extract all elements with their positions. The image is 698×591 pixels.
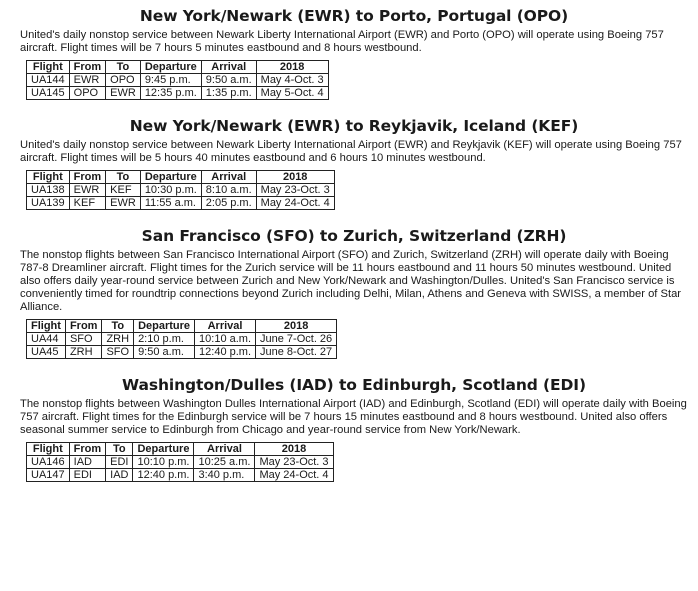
table-row [27,87,329,100]
cell-dates: May 23-Oct. 3 [256,184,334,197]
header-arrival: Arrival [201,171,256,184]
route-title: New York/Newark (EWR) to Porto, Portugal (OPO) [139,7,569,25]
cell-arrival: 3:40 p.m. [194,469,255,482]
cell-dates: May 24-Oct. 4 [255,469,333,482]
cell-to: EWR [106,87,141,100]
cell-to: EWR [106,197,141,210]
cell-departure: 12:40 p.m. [133,469,194,482]
cell-departure: 9:50 a.m. [134,346,195,359]
cell-arrival: 1:35 p.m. [201,87,256,100]
header-year: 2018 [255,443,333,456]
cell-departure: 9:45 p.m. [140,74,201,87]
route-title: San Francisco (SFO) to Zurich, Switzerland (ZRH) [141,227,567,245]
header-departure: Departure [134,320,195,333]
cell-departure: 2:10 p.m. [134,333,195,346]
cell-to: ZRH [102,333,134,346]
cell-arrival: 8:10 a.m. [201,184,256,197]
header-arrival: Arrival [195,320,256,333]
route-section-iad-edi [20,359,688,482]
route-description: United's daily nonstop service between Newark Liberty International Airport (EWR) and Porto (OPO) will operate using Boeing 757 aircraft. Flight times will be 7 hours 5 minutes eastbound and 8 hours westbound. [20,29,664,54]
header-to: To [106,171,141,184]
header-year: 2018 [256,61,328,74]
cell-arrival: 10:10 a.m. [195,333,256,346]
header-arrival: Arrival [201,61,256,74]
cell-from: KEF [69,197,106,210]
header-departure: Departure [133,443,194,456]
cell-dates: May 4-Oct. 3 [256,74,328,87]
table-row [27,197,335,210]
header-flight: Flight [27,61,70,74]
table-row [27,346,337,359]
table-row [27,456,334,469]
cell-dates: June 7-Oct. 26 [256,333,337,346]
header-flight: Flight [27,171,70,184]
cell-departure: 11:55 a.m. [140,197,201,210]
header-from: From [65,320,102,333]
route-section-ewr-kef [20,100,688,210]
route-description: United's daily nonstop service between Newark Liberty International Airport (EWR) and Reykjavik (KEF) will operate using Boeing 757 aircraft. Flight times will be 5 hours 40 minutes eastbound and 6 hours 10 minutes westbound. [20,139,682,164]
cell-dates: June 8-Oct. 27 [256,346,337,359]
cell-flight: UA138 [27,184,70,197]
cell-arrival: 9:50 a.m. [201,74,256,87]
cell-to: OPO [106,74,141,87]
table-row [27,469,334,482]
schedule-table [26,60,329,100]
header-from: From [69,443,106,456]
route-description: The nonstop flights between Washington Dulles International Airport (IAD) and Edinburgh, Scotland (EDI) will operate daily with Boeing 757 aircraft. Flight times for the Edinburgh service will be 7 hours 15 minutes eastbound and 8 hours westbound. United also offers seasonal summer service to Edinburgh from Chicago and year-round service from New York/Newark. [20,398,687,436]
header-flight: Flight [27,320,66,333]
cell-to: KEF [106,184,141,197]
table-header-row [27,320,337,333]
cell-flight: UA146 [27,456,70,469]
cell-arrival: 12:40 p.m. [195,346,256,359]
cell-to: SFO [102,346,134,359]
header-to: To [106,443,133,456]
cell-from: ZRH [65,346,102,359]
cell-dates: May 5-Oct. 4 [256,87,328,100]
route-section-ewr-opo [20,0,688,100]
cell-flight: UA144 [27,74,70,87]
cell-departure: 12:35 p.m. [140,87,201,100]
table-header-row [27,443,334,456]
route-title: Washington/Dulles (IAD) to Edinburgh, Scotland (EDI) [122,376,586,394]
cell-arrival: 2:05 p.m. [201,197,256,210]
cell-from: EWR [69,74,106,87]
header-to: To [102,320,134,333]
route-section-sfo-zrh [20,210,688,359]
header-from: From [69,61,106,74]
header-from: From [69,171,106,184]
header-to: To [106,61,141,74]
cell-flight: UA44 [27,333,66,346]
cell-to: IAD [106,469,133,482]
schedule-table [26,170,335,210]
cell-flight: UA147 [27,469,70,482]
schedule-table [26,442,334,482]
header-year: 2018 [256,171,334,184]
cell-from: IAD [69,456,106,469]
header-flight: Flight [27,443,70,456]
table-row [27,184,335,197]
table-row [27,333,337,346]
route-title: New York/Newark (EWR) to Reykjavik, Iceland (KEF) [129,117,579,135]
cell-flight: UA45 [27,346,66,359]
cell-from: EDI [69,469,106,482]
cell-arrival: 10:25 a.m. [194,456,255,469]
cell-departure: 10:10 p.m. [133,456,194,469]
header-departure: Departure [140,171,201,184]
header-year: 2018 [256,320,337,333]
table-row [27,74,329,87]
cell-from: EWR [69,184,106,197]
cell-from: OPO [69,87,106,100]
header-departure: Departure [140,61,201,74]
cell-departure: 10:30 p.m. [140,184,201,197]
cell-dates: May 23-Oct. 3 [255,456,333,469]
table-header-row [27,171,335,184]
cell-flight: UA139 [27,197,70,210]
cell-from: SFO [65,333,102,346]
schedule-table [26,319,337,359]
cell-flight: UA145 [27,87,70,100]
route-description: The nonstop flights between San Francisco International Airport (SFO) and Zurich, Switzerland (ZRH) will operate daily with Boeing 787-8 Dreamliner aircraft. Flight times for the Zurich service will be 11 hours eastbound and 11 hours 50 minutes westbound. United also offers daily year-round service between Zurich and New York/Newark and Washington/Dulles. United's San Francisco service is conveniently timed for roundtrip connections beyond Zurich including Delhi, Milan, Athens and Geneva with SWISS, a member of Star Alliance. [20,249,682,313]
header-arrival: Arrival [194,443,255,456]
cell-dates: May 24-Oct. 4 [256,197,334,210]
table-header-row [27,61,329,74]
cell-to: EDI [106,456,133,469]
